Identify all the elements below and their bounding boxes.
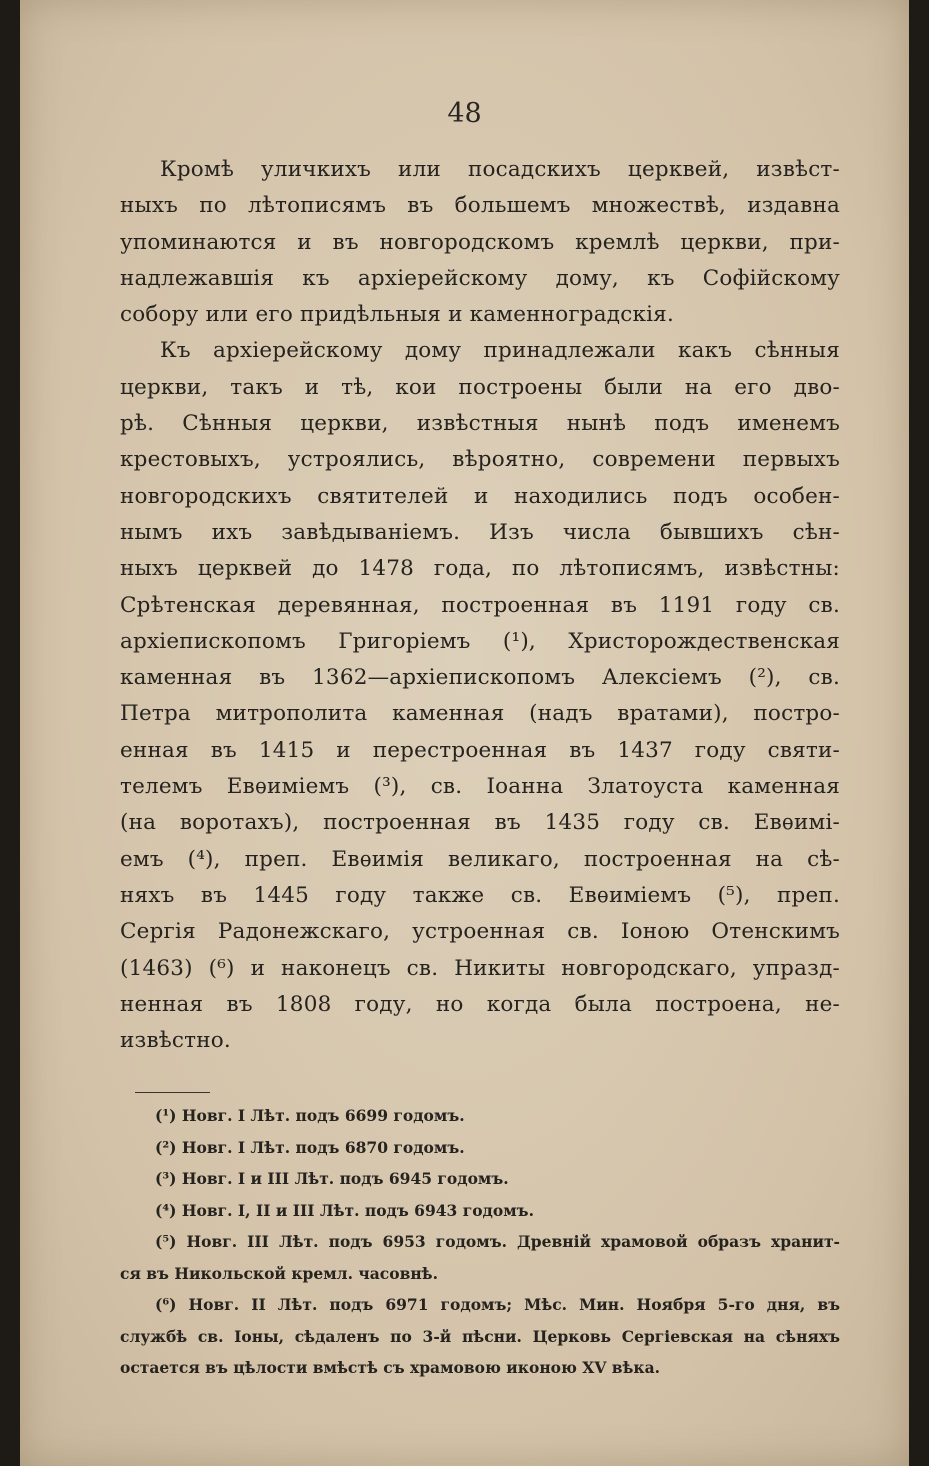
footnote-line: (⁶) Новг. II Лѣт. подъ 6971 годомъ; Мѣс. Мин. Ноября 5-го дня, въ	[155, 1295, 840, 1314]
footnote-line: (³) Новг. I и III Лѣт. подъ 6945 годомъ.	[155, 1169, 509, 1188]
text-line: собору или его придѣльныя и каменноградскія.	[120, 302, 674, 328]
book-page	[20, 0, 909, 1466]
text-line: архіепископомъ Григоріемъ (¹), Христорождественская	[120, 628, 840, 654]
footnote-line: службѣ св. Іоны, сѣдаленъ по 3-й пѣсни. Церковь Сергіевская на сѣняхъ	[120, 1326, 840, 1346]
text-line: церкви, такъ и тѣ, кои построены были на его дво-	[120, 374, 840, 400]
footnote-3	[120, 1163, 840, 1195]
text-line: Петра митрополита каменная (надъ вратами), постро-	[120, 701, 840, 727]
text-line: ныхъ церквей до 1478 года, по лѣтописямъ, извѣстны:	[120, 556, 840, 582]
text-line: енная въ 1415 и перестроенная въ 1437 году святи-	[120, 737, 840, 763]
text-line: телемъ Евѳиміемъ (³), св. Іоанна Златоуста каменная	[120, 774, 840, 800]
footnote-4	[120, 1195, 840, 1227]
footnote-line: (²) Новг. I Лѣт. подъ 6870 годомъ.	[155, 1137, 465, 1157]
text-line: новгородскихъ святителей и находились подъ особен-	[120, 483, 840, 509]
text-line: Кромѣ уличкихъ или посадскихъ церквей, извѣст-	[160, 157, 840, 182]
text-line: каменная въ 1362—архіепископомъ Алексіемъ (²), св.	[120, 665, 840, 691]
text-line: ныхъ по лѣтописямъ въ большемъ множествѣ, издавна	[120, 193, 840, 219]
footnote-5	[120, 1226, 840, 1289]
footnote-6	[120, 1289, 840, 1384]
text-line: рѣ. Сѣнныя церкви, извѣстныя нынѣ подъ именемъ	[120, 411, 840, 437]
footnote-2	[120, 1132, 840, 1164]
footnotes	[120, 1100, 840, 1384]
text-line: нымъ ихъ завѣдываніемъ. Изъ числа бывшихъ сѣн-	[120, 519, 840, 545]
body-text	[120, 152, 840, 1059]
text-line: Сергія Радонежскаго, устроенная св. Іоною Отенскимъ	[120, 919, 840, 945]
footnote-line: остается въ цѣлости вмѣстѣ съ храмовою иконою XV вѣка.	[120, 1358, 661, 1377]
paragraph-2	[120, 333, 840, 1059]
page-number: 48	[447, 98, 482, 129]
text-line: Къ архіерейскому дому принадлежали какъ сѣнныя	[160, 338, 840, 364]
text-line: (1463) (⁶) и наконецъ св. Никиты новгородскаго, упразд-	[120, 955, 840, 981]
text-line: надлежавшія къ архіерейскому дому, къ Софійскому	[120, 265, 840, 291]
text-line: ненная въ 1808 году, но когда была построена, не-	[120, 991, 840, 1017]
paragraph-1	[120, 152, 840, 333]
text-line: Срѣтенская деревянная, построенная въ 1191 году св.	[120, 592, 840, 618]
footnote-1	[120, 1100, 840, 1132]
footnote-line: ся въ Никольской кремл. часовнѣ.	[120, 1263, 438, 1283]
text-line: крестовыхъ, устроялись, вѣроятно, современи первыхъ	[120, 447, 840, 473]
footnote-line: (⁴) Новг. I, II и III Лѣт. подъ 6943 годомъ.	[155, 1200, 534, 1220]
footnote-divider	[135, 1092, 210, 1093]
text-line: няхъ въ 1445 году также св. Евѳиміемъ (⁵), преп.	[120, 882, 840, 908]
text-line: (на воротахъ), построенная въ 1435 году св. Евѳимі-	[120, 810, 840, 836]
footnote-line: (¹) Новг. I Лѣт. подъ 6699 годомъ.	[155, 1106, 465, 1125]
footnote-line: (⁵) Новг. III Лѣт. подъ 6953 годомъ. Древній храмовой образъ хранит-	[155, 1232, 840, 1251]
text-line: упоминаются и въ новгородскомъ кремлѣ церкви, при-	[120, 229, 840, 255]
text-line: извѣстно.	[120, 1028, 231, 1054]
text-line: емъ (⁴), преп. Евѳимія великаго, построенная на сѣ-	[120, 846, 840, 872]
